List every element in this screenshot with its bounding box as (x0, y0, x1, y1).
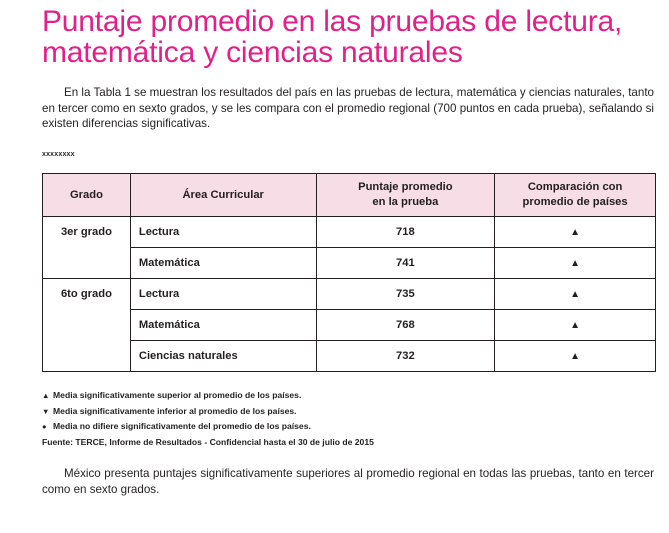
circle-icon: ● (42, 422, 47, 431)
score-cell: 732 (316, 341, 495, 372)
grade-cell: 6to grado (43, 279, 131, 372)
area-cell: Ciencias naturales (130, 341, 316, 372)
legend-item (42, 404, 374, 420)
header-cmp-line2: promedio de países (522, 196, 628, 208)
comparison-cell (495, 341, 656, 372)
area-cell: Matemática (130, 248, 316, 279)
header-grade: Grado (43, 174, 131, 217)
score-cell: 718 (316, 217, 495, 248)
area-cell: Matemática (130, 310, 316, 341)
page-title: Puntaje promedio en las pruebas de lectura, matemática y ciencias naturales (42, 5, 623, 69)
table-row (43, 217, 656, 248)
score-cell: 768 (316, 310, 495, 341)
comparison-cell (495, 310, 656, 341)
header-cmp-line1: Comparación con (527, 181, 623, 193)
comparison-cell (495, 217, 656, 248)
results-table (42, 173, 656, 372)
table-row (43, 341, 656, 372)
closing-paragraph: México presenta puntajes significativamente superiores al promedio regional en todas las pruebas, tanto en tercer como en sexto grados. (42, 467, 654, 496)
table-header-row (43, 174, 656, 217)
area-cell: Lectura (130, 217, 316, 248)
table-row (43, 248, 656, 279)
triangle-up-icon: ▲ (570, 351, 581, 362)
legend-item (42, 419, 374, 435)
header-comparison (495, 174, 656, 217)
header-score-line2: en la prueba (372, 196, 439, 208)
score-cell: 741 (316, 248, 495, 279)
header-score-line1: Puntaje promedio (358, 181, 453, 193)
triangle-up-icon: ▲ (570, 227, 581, 238)
triangle-down-icon: ▼ (42, 406, 50, 416)
table-row (43, 310, 656, 341)
legend-text: Media significativamente inferior al promedio de los países. (53, 405, 297, 416)
triangle-up-icon: ▲ (570, 320, 581, 331)
table-row (43, 279, 656, 310)
legend-text: Media significativamente superior al promedio de los países. (53, 390, 302, 400)
header-area: Área Curricular (130, 174, 316, 217)
area-cell: Lectura (130, 279, 316, 310)
triangle-up-icon: ▲ (570, 258, 581, 269)
triangle-up-icon: ▲ (570, 289, 581, 300)
table-code: xxxxxxxx (42, 151, 75, 158)
legend-text: Media no difiere significativamente del promedio de los países. (53, 421, 311, 431)
comparison-cell (495, 279, 656, 310)
table-legend (42, 388, 374, 450)
grade-cell: 3er grado (43, 217, 131, 279)
intro-paragraph: En la Tabla 1 se muestran los resultados del país en las pruebas de lectura, matemática y ciencias naturales, tanto en tercer como en sexto grados, y se les compara con el promedio regional (700 puntos en cada prueba), señalando si existen diferencias significativas. (42, 86, 654, 130)
score-cell: 735 (316, 279, 495, 310)
legend-item (42, 388, 374, 404)
header-score (316, 174, 495, 217)
table-source: Fuente: TERCE, Informe de Resultados - Confidencial hasta el 30 de julio de 2015 (42, 436, 374, 447)
comparison-cell (495, 248, 656, 279)
triangle-up-icon: ▲ (42, 391, 50, 400)
